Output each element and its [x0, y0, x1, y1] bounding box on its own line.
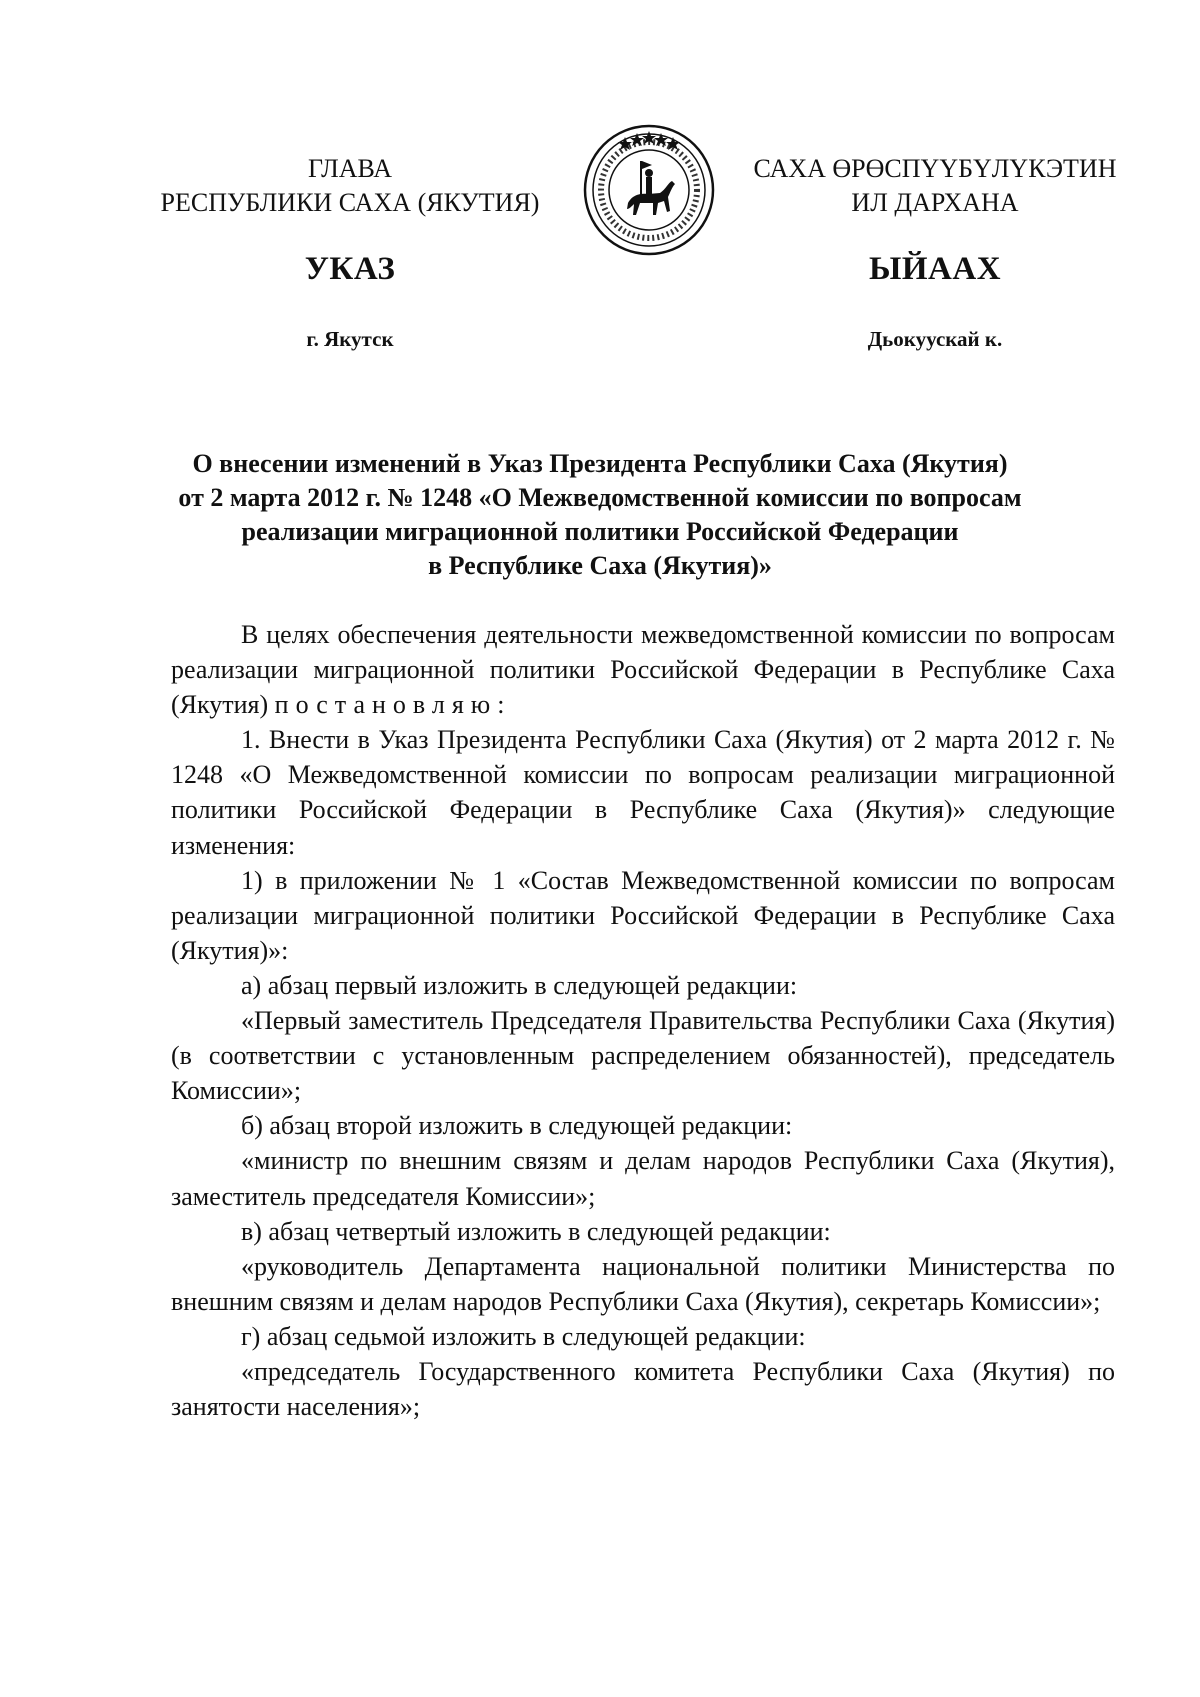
subitem-b-paragraph: б) абзац второй изложить в следующей редакции: — [241, 1111, 793, 1141]
title-line: реализации миграционной политики Российской Федерации — [241, 517, 959, 546]
title-line: О внесении изменений в Указ Президента Республики Саха (Якутия) — [192, 449, 1008, 478]
header-left — [150, 152, 550, 356]
org-name-yakut-line2: ИЛ ДАРХАНА — [851, 188, 1019, 217]
title-line: в Республике Саха (Якутия)» — [428, 551, 772, 580]
subitem-a-text: «Первый заместитель Председателя Правительства Республики Саха (Якутия) (в соответствии с установленным распределением обязанностей), председатель Комиссии»; — [171, 1006, 1115, 1106]
subitem-g-text: «председатель Государственного комитета Республики Саха (Якутия) по занятости населения»; — [171, 1356, 1115, 1422]
doc-type-yakut: ЫЙААХ — [868, 251, 1002, 287]
org-name-line1: ГЛАВА — [308, 154, 392, 183]
subitem-g-paragraph: г) абзац седьмой изложить в следующей редакции: — [241, 1321, 806, 1351]
item-1-paragraph: 1. Внести в Указ Президента Республики Саха (Якутия) от 2 марта 2012 г. № 1248 «О Межведомственной комиссии по вопросам реализации миграционной политики Российской Федерации в Республике Саха (Якутия)» следующие изменения: — [171, 725, 1115, 860]
decree-title — [150, 447, 1050, 583]
subitem-v-paragraph: в) абзац четвертый изложить в следующей редакции: — [241, 1216, 831, 1246]
title-line: от 2 марта 2012 г. № 1248 «О Межведомственной комиссии по вопросам — [178, 483, 1022, 512]
city-ru: г. Якутск — [306, 327, 394, 351]
preamble-resolve-word: постановляю: — [274, 690, 512, 720]
city-yakut: Дьокуускай к. — [867, 327, 1003, 351]
preamble-text: В целях обеспечения деятельности межведомственной комиссии по вопросам реализации миграционной политики Российской Федерации в Республике Саха (Якутия) — [171, 620, 1115, 720]
org-name-yakut-line1: САХА ӨРӨСПҮҮБҮЛҮКЭТИН — [753, 154, 1117, 183]
coat-of-arms-icon — [582, 123, 716, 257]
subitem-1-paragraph: 1) в приложении № 1 «Состав Межведомственной комиссии по вопросам реализации миграционной политики Российской Федерации в Республике Саха (Якутия)»: — [171, 865, 1115, 965]
subitem-v-text: «руководитель Департамента национальной политики Министерства по внешним связям и делам народов Республики Саха (Якутия), секретарь Комиссии»; — [171, 1251, 1115, 1316]
doc-type-ru: УКАЗ — [304, 251, 396, 287]
subitem-b-text: «министр по внешним связям и делам народов Республики Саха (Якутия), заместитель председателя Комиссии»; — [171, 1146, 1115, 1211]
decree-body — [171, 617, 1115, 1424]
preamble-paragraph — [171, 617, 1115, 722]
header-right — [735, 152, 1135, 356]
subitem-a-paragraph: а) абзац первый изложить в следующей редакции: — [241, 970, 798, 1000]
org-name-line2: РЕСПУБЛИКИ САХА (ЯКУТИЯ) — [160, 188, 540, 217]
